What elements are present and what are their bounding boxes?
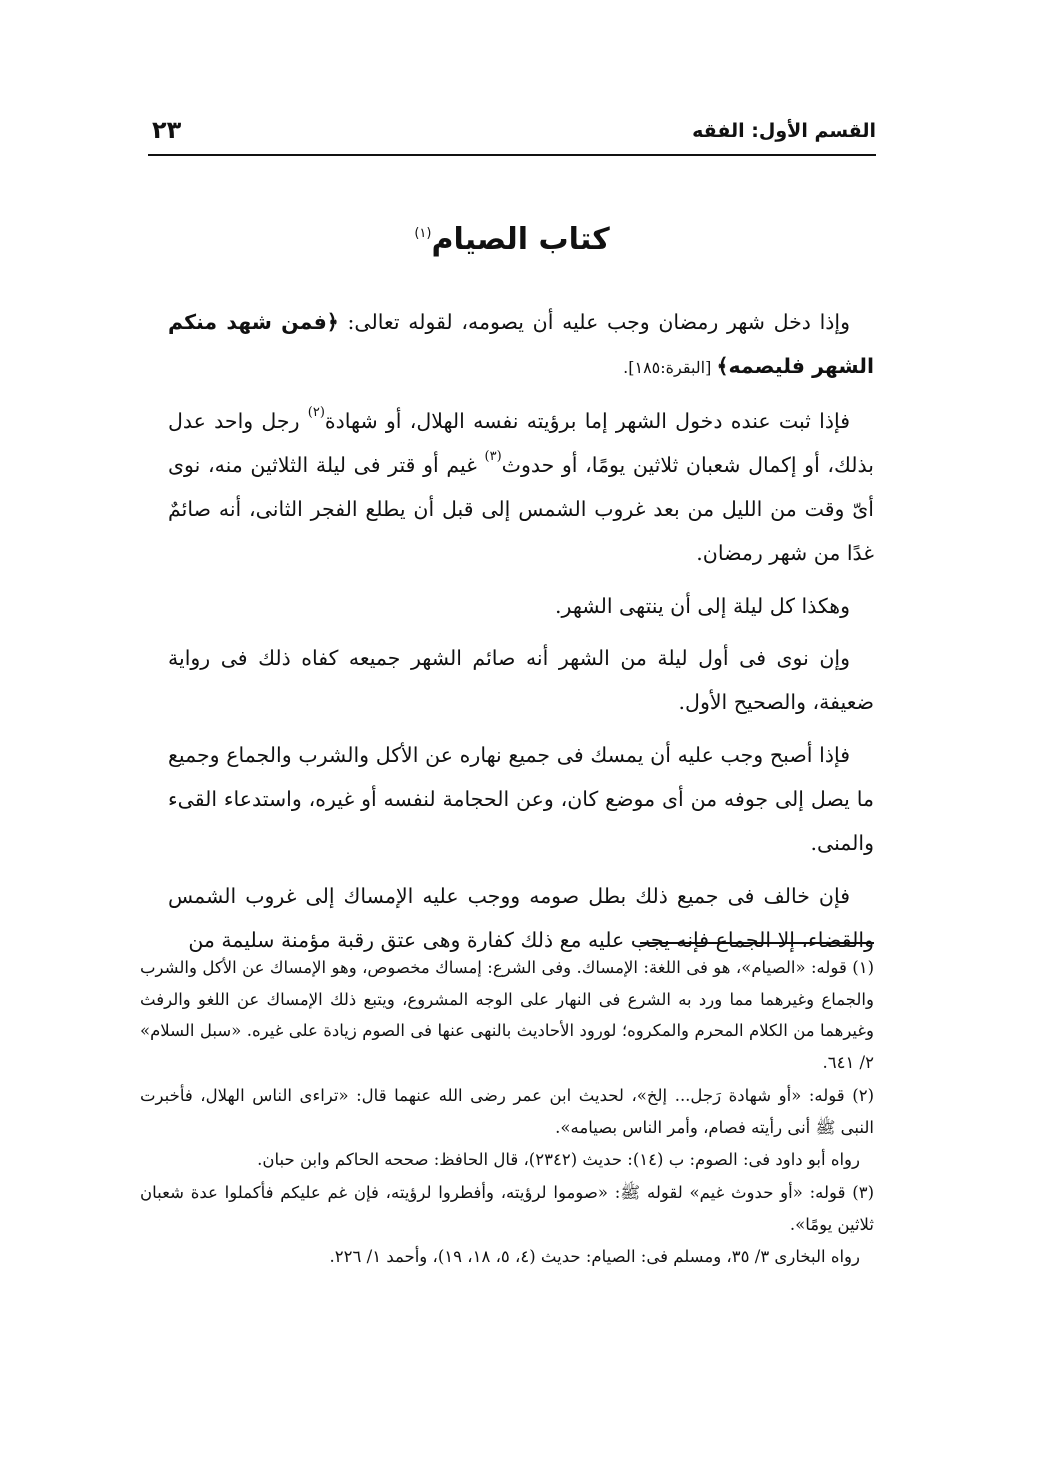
footnote-mark-3: (٣) (484, 448, 502, 464)
footnote-divider (640, 942, 874, 944)
chapter-footnote-mark: (١) (414, 226, 432, 241)
page-header (148, 112, 876, 156)
footnote-2-source: رواه أبو داود فى: الصوم: ب (١٤): حديث (٢٣٤٢)، قال الحافظ: صححه الحاكم وابن حبان. (257, 1150, 860, 1170)
running-head: القسم الأول: الفقه (692, 120, 876, 142)
paragraph-4: وإن نوى فى أول ليلة من الشهر أنه صائم الشهر جميعه كفاه ذلك فى رواية ضعيفة، والصحيح الأول. (168, 646, 874, 715)
paragraph-5: فإذا أصبح وجب عليه أن يمسك فى جميع نهاره عن الأكل والشرب والجماع وجميع ما يصل إلى جوفه من أى موضع كان، وعن الحجامة لنفسه أو غيره، واستدعاء القىء والمنى. (168, 742, 874, 856)
footnote-1: (١) قوله: «الصيام»، هو فى اللغة: الإمساك. وفى الشرع: إمساك مخصوص، وهو الإمساك عن الأكل والشرب والجماع وغيرهما مما ورد به الشرع فى النهار على الوجه المشروع، ويتبع ذلك الإمساك عن اللغو والرفث وغيرهما من الكلام المحرم والمكروه؛ لورود الأحاديث بالنهى عنها فى الصوم زيادة على غيره. «سبل السلام» ٢/ ٦٤١. (140, 958, 874, 1073)
footnote-mark-2: (٢) (307, 404, 325, 420)
footnote-3: (٣) قوله: «أو حدوث غيم» لقوله ﷺ: «صوموا لرؤيته، وأفطروا لرؤيته، فإن غم عليكم فأكملوا عدة شعبان ثلاثين يومًا». (140, 1182, 874, 1234)
paragraph-2-part-b: رجل واحد عدل بذلك، أو إكمال شعبان ثلاثين يومًا، أو حدوث (168, 408, 875, 477)
quran-verse: ﴿فمن شهد منكم الشهر فليصمه﴾ (168, 310, 874, 379)
paragraph-1-text: وإذا دخل شهر رمضان وجب عليه أن يصومه، لقوله تعالى: (338, 310, 850, 334)
paragraph-3: وهكذا كل ليلة إلى أن ينتهى الشهر. (555, 593, 850, 618)
footnote-2: (٢) قوله: «أو شهادة رَجل... إلخ»، لحديث ابن عمر رضى الله عنهما قال: «تراءى الناس الهلال، فأخبرت النبى ﷺ أنى رأيته فصام، وأمر الناس بصيامه». (140, 1085, 874, 1137)
footnote-3-source: رواه البخارى ٣/ ٣٥، ومسلم فى: الصيام: حديث (٤، ٥، ١٨، ١٩)، وأحمد ١/ ٢٢٦. (329, 1247, 860, 1267)
paragraph-2 (168, 399, 874, 576)
paragraph-2-part-a: فإذا ثبت عنده دخول الشهر إما برؤيته نفسه الهلال، أو شهادة (324, 408, 851, 433)
chapter-title-text: كتاب الصيام (431, 222, 610, 257)
chapter-title (148, 218, 876, 262)
paragraph-2-part-c: غيم أو قتر فى ليلة الثلاثين منه، نوى أىّ وقت من الليل من بعد غروب الشمس إلى قبل أن يطلع الفجر الثانى، أنه صائمٌ غدًا من شهر رمضان. (168, 452, 874, 566)
main-text (168, 300, 874, 970)
paragraph-1 (168, 300, 874, 391)
paragraph-6: فإن خالف فى جميع ذلك بطل صومه ووجب عليه الإمساك إلى غروب الشمس والقضاء، إلا الجماع فإنه يجب عليه مع ذلك كفارة وهى عتق رقبة مؤمنة سليمة من (168, 883, 874, 952)
page-number: ٢٣ (152, 116, 182, 144)
verse-reference: [البقرة:١٨٥]. (623, 358, 717, 378)
footnotes (140, 952, 874, 1274)
